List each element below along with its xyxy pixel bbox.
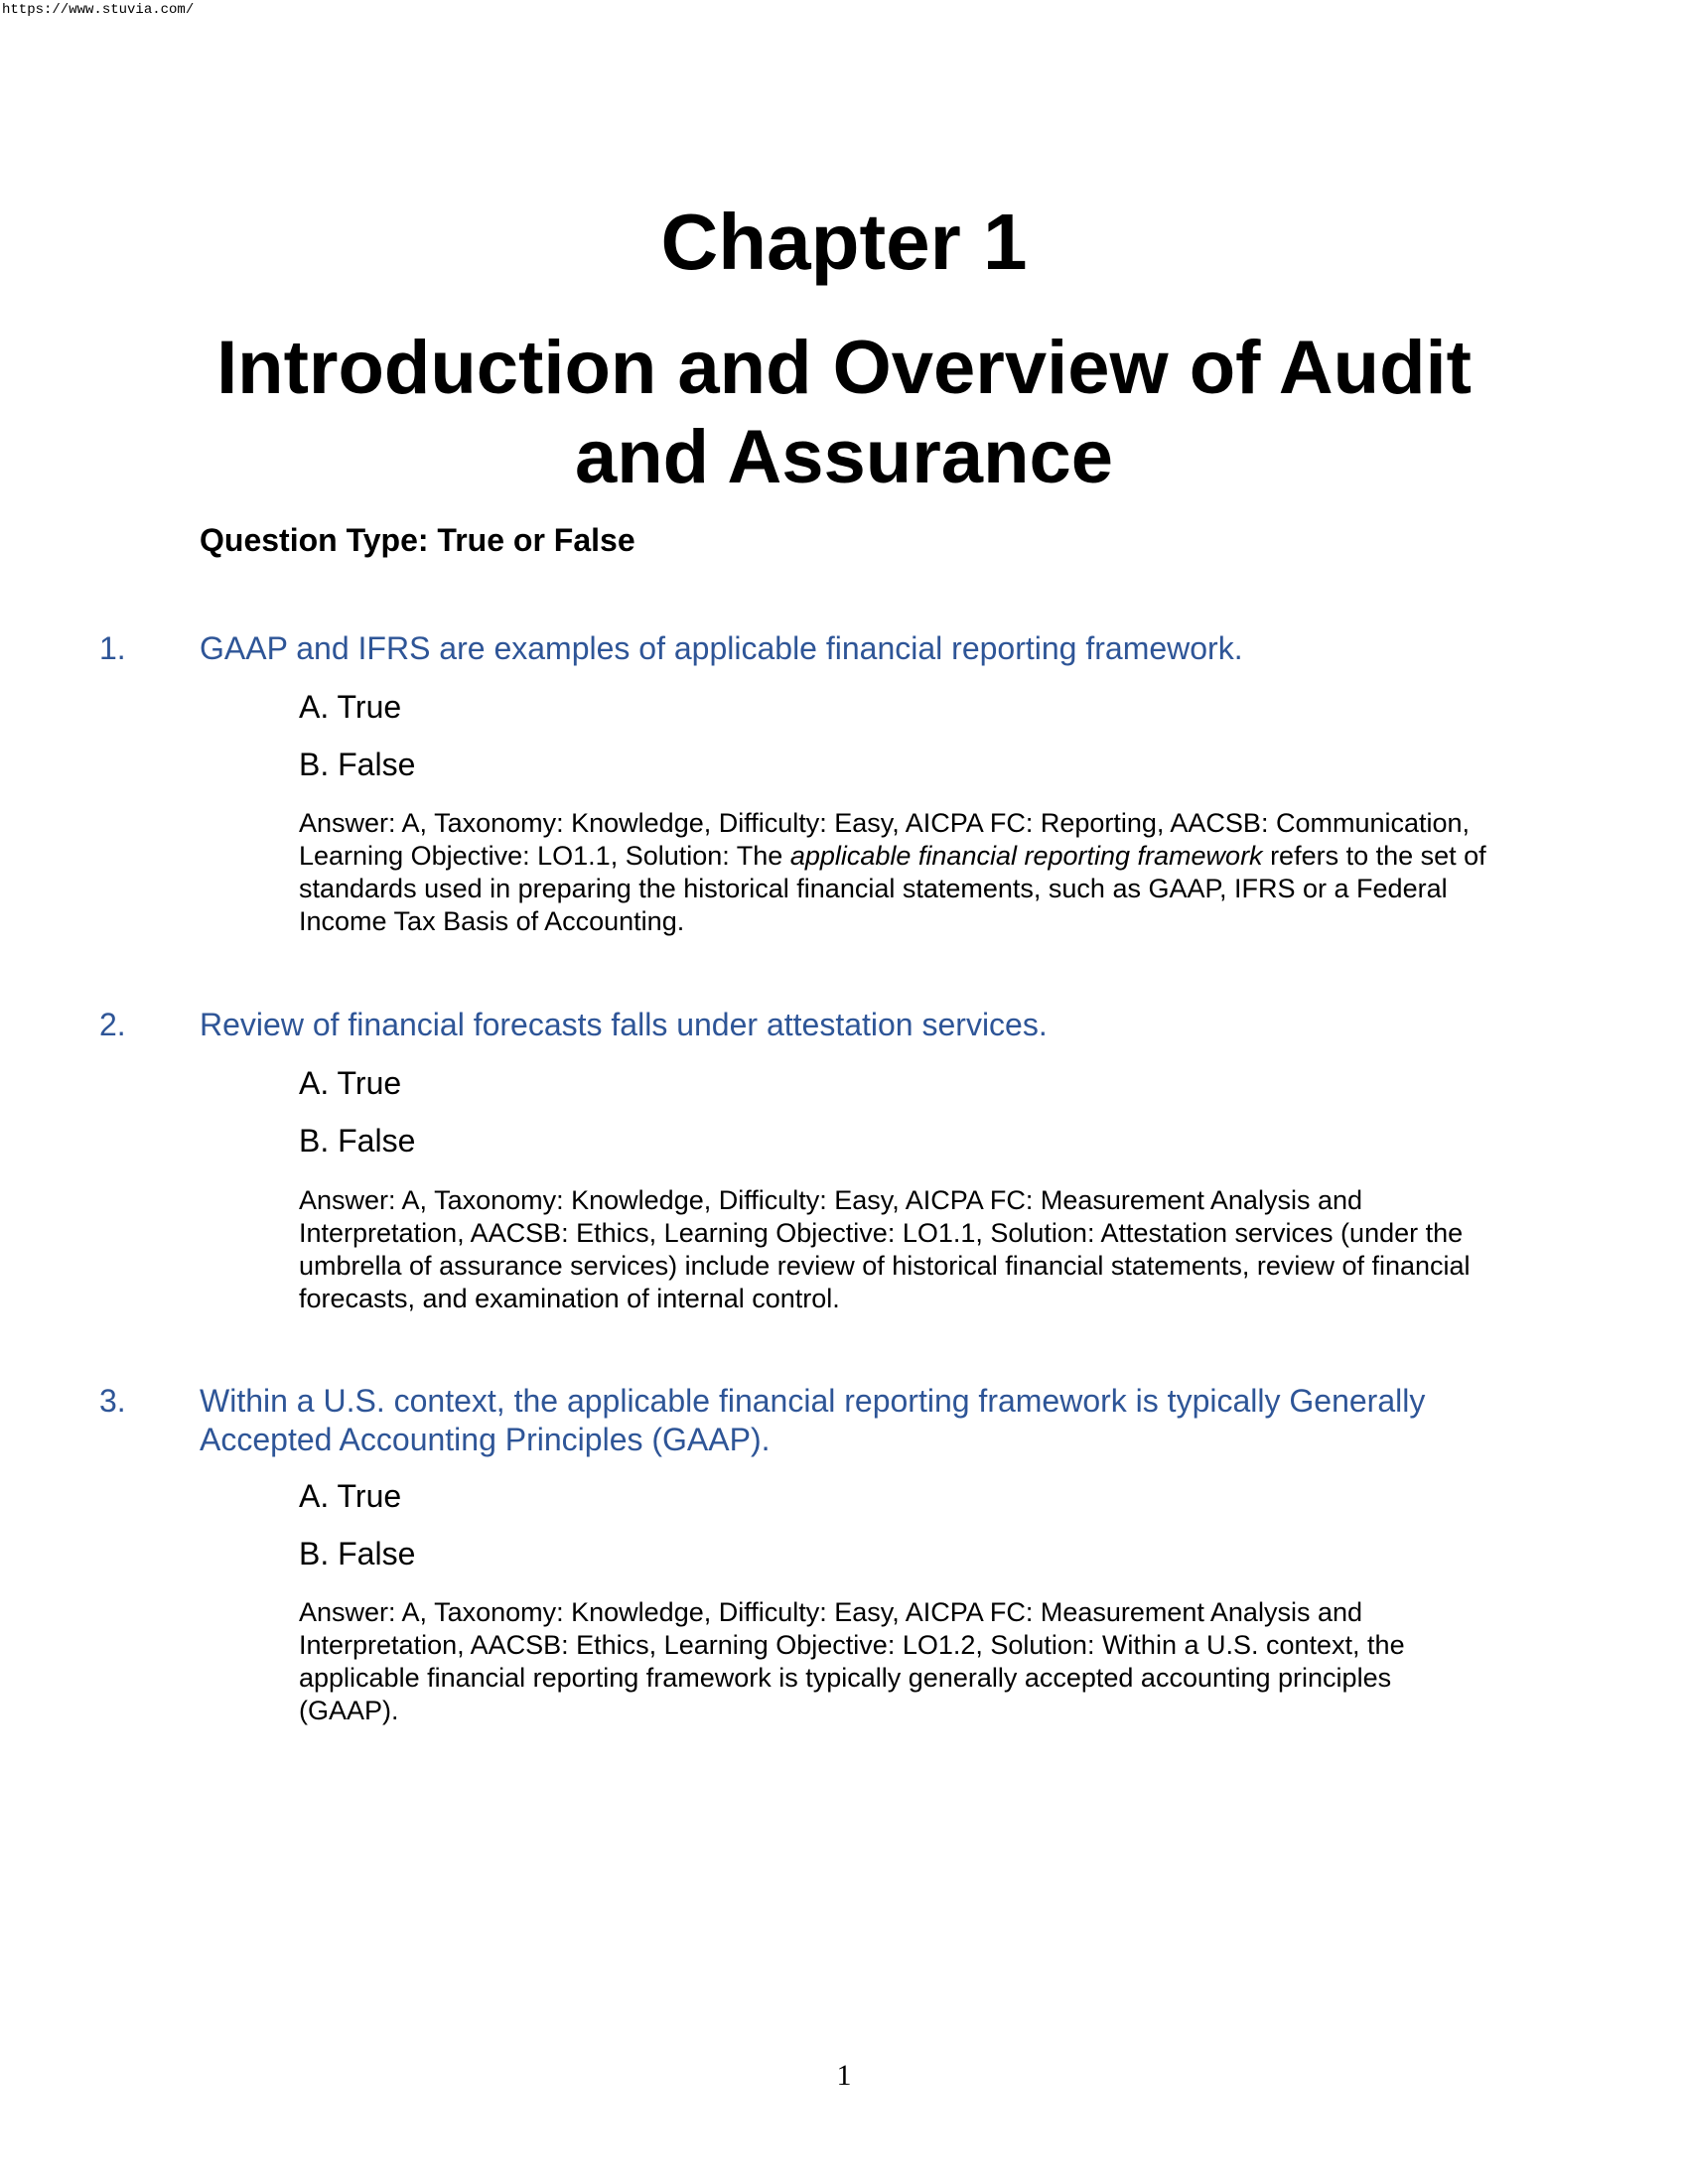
question-number: 2. bbox=[99, 1007, 126, 1042]
question-text: GAAP and IFRS are examples of applicable financial reporting framework. bbox=[200, 630, 1243, 666]
answer-explanation: Answer: A, Taxonomy: Knowledge, Difficulty: Easy, AICPA FC: Measurement Analysis and Interpretation, AACSB: Ethics, Learning Objective: LO1.2, Solution: Within a U.S. context, the applicable financial reporting framework is typically generally accepted accounting principles (GAAP). bbox=[299, 1597, 1405, 1725]
question-number: 3. bbox=[99, 1383, 126, 1419]
answer-explanation: Answer: A, Taxonomy: Knowledge, Difficulty: Easy, AICPA FC: Measurement Analysis and Interpretation, AACSB: Ethics, Learning Objective: LO1.1, Solution: Attestation services (under the umbrella of assurance services) include review of historical financial statements, review of financial forecasts, and examination of internal control. bbox=[299, 1185, 1471, 1313]
option-b: B. False bbox=[299, 747, 416, 782]
question-number: 1. bbox=[99, 630, 126, 666]
answer-explanation bbox=[299, 807, 1490, 938]
answer-text: Answer: A, Taxonomy: Knowledge, Difficulty: Easy, AICPA FC: Reporting, AACSB: Communication, Learning Objective: LO1.1, Solution: The bbox=[299, 808, 1471, 871]
question-text: Review of financial forecasts falls under attestation services. bbox=[200, 1007, 1048, 1042]
source-url[interactable]: https://www.stuvia.com/ bbox=[2, 2, 195, 18]
question-type-heading: Question Type: True or False bbox=[200, 522, 635, 558]
page-number: 1 bbox=[836, 2059, 852, 2092]
answer-emphasis: applicable financial reporting framework bbox=[789, 841, 1263, 871]
option-b: B. False bbox=[299, 1123, 416, 1159]
page-title: Introduction and Overview of Audit and Assurance bbox=[216, 326, 1472, 499]
option-a: A. True bbox=[299, 1065, 402, 1101]
option-a: A. True bbox=[299, 1478, 402, 1514]
chapter-heading: Chapter 1 bbox=[660, 198, 1028, 286]
option-a: A. True bbox=[299, 689, 402, 725]
option-b: B. False bbox=[299, 1536, 416, 1571]
answer-text-continued: refers to the set of standards used in preparing the historical financial statements, such as GAAP, IFRS or a Federal Income Tax Basis of Accounting. bbox=[299, 841, 1486, 936]
question-text: Within a U.S. context, the applicable financial reporting framework is typically Generally Accepted Accounting Principles (GAAP). bbox=[200, 1383, 1426, 1457]
